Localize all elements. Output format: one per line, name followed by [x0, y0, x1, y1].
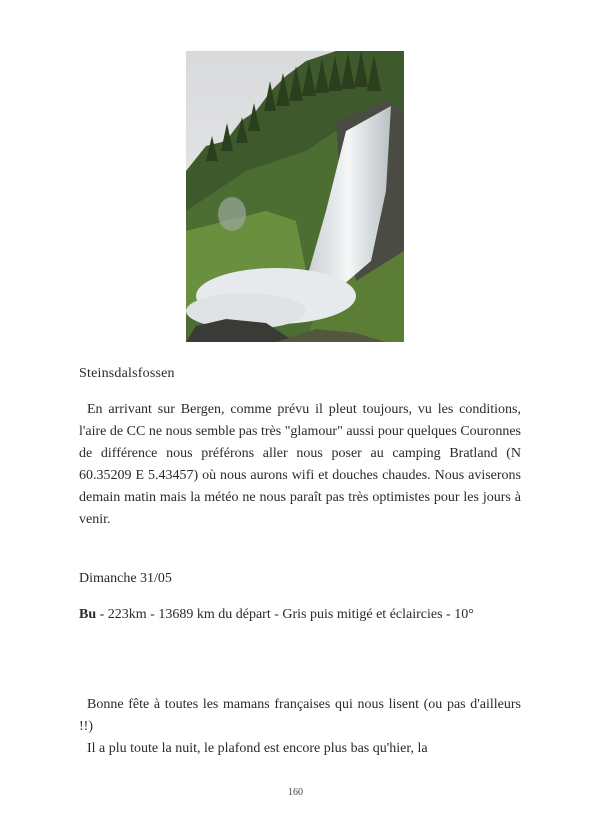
paragraph-rain-text: Il a plu toute la nuit, le plafond est encore plus bas qu'hier, la [87, 741, 428, 756]
waterfall-photo [186, 51, 404, 342]
route-details: - 223km - 13689 km du départ - Gris puis mitigé et éclaircies - 10° [96, 607, 474, 622]
route-place: Bu [79, 607, 97, 622]
day-heading: Dimanche 31/05 [79, 571, 172, 586]
photo-caption: Steinsdalsfossen [79, 366, 175, 381]
paragraph-rain [79, 738, 521, 760]
paragraph-arrival-bergen [79, 399, 521, 531]
paragraph-mothers-day [79, 694, 521, 738]
paragraph-arrival-bergen-text: En arrivant sur Bergen, comme prévu il pleut toujours, vu les conditions, l'aire de CC ne nous semble pas très "glamour" aussi pour quelques Couronnes de différence nous préférons aller nous poser au camping Bratland (N 60.35209 E 5.43457) où nous aurons wifi et douches chaudes. Nous aviserons demain matin mais la météo ne nous paraît pas très optimistes pour les jours à venir. [79, 402, 521, 527]
paragraph-mothers-day-text: Bonne fête à toutes les mamans françaises qui nous lisent (ou pas d'ailleurs !!) [79, 697, 521, 734]
page-number: 160 [288, 787, 303, 798]
route-summary [79, 607, 474, 623]
waterfall-image [186, 51, 404, 342]
